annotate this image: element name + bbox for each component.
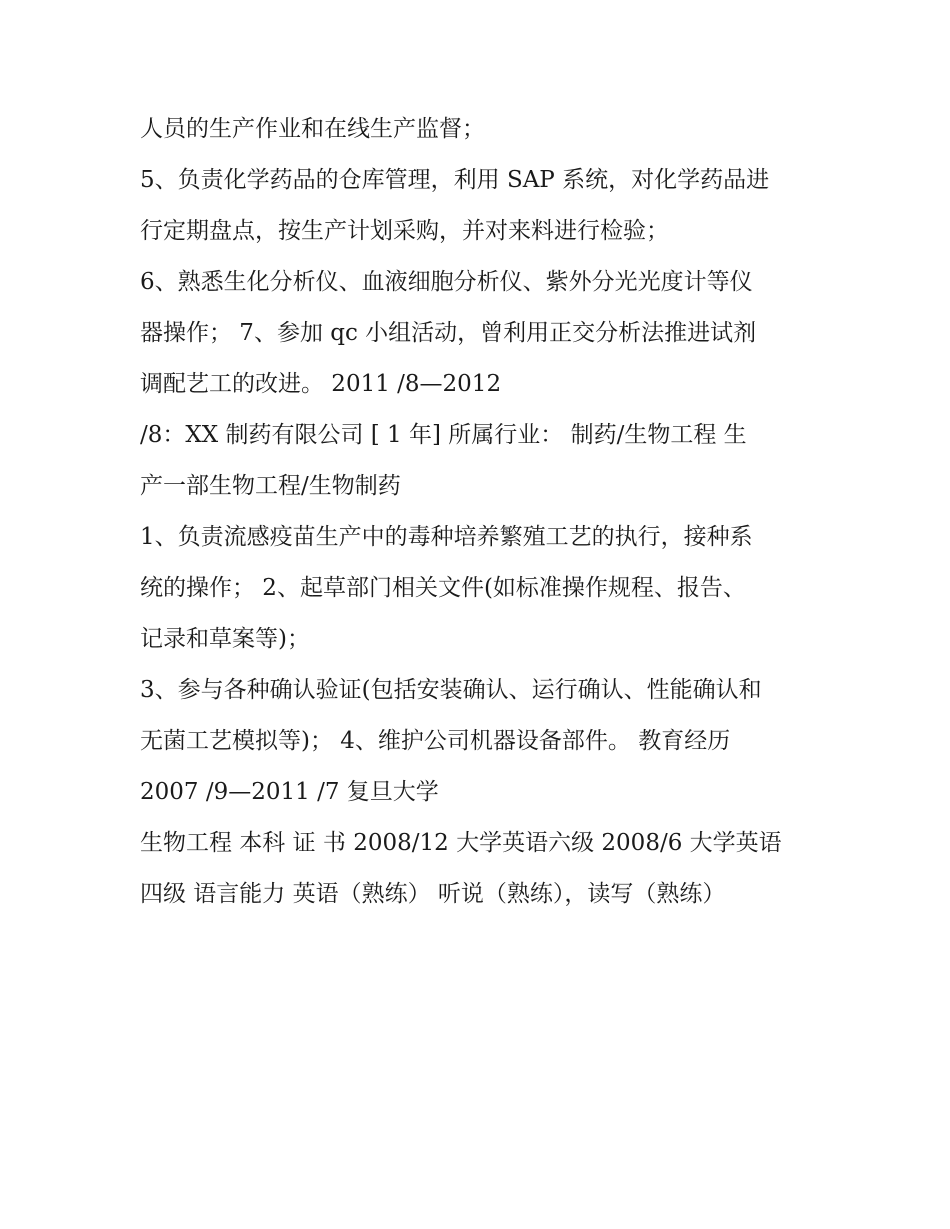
text-line: /8：XX 制药有限公司 [ 1 年] 所属行业： 制药/生物工程 生: [140, 422, 747, 448]
text-line: 器操作； 7、参加 qc 小组活动，曾利用正交分析法推进试剂: [140, 320, 757, 346]
text-line: 3、参与各种确认验证(包括安装确认、运行确认、性能确认和: [140, 677, 762, 703]
text-line: 四级 语言能力 英语（熟练） 听说（熟练），读写（熟练）: [140, 881, 726, 907]
text-line: 人员的生产作业和在线生产监督；: [140, 116, 485, 142]
text-line: 调配艺工的改进。 2011 /8—2012: [140, 371, 502, 397]
text-line: 2007 /9—2011 /7 复旦大学: [140, 779, 439, 805]
resume-text-block: [140, 104, 830, 920]
text-line: 统的操作； 2、起草部门相关文件(如标准操作规程、报告、: [140, 575, 746, 601]
text-line: 5、负责化学药品的仓库管理，利用 SAP 系统，对化学药品进: [140, 167, 770, 193]
text-line: 无菌工艺模拟等)； 4、维护公司机器设备部件。 教育经历: [140, 728, 731, 754]
text-line: 1、负责流感疫苗生产中的毒种培养繁殖工艺的执行，接种系: [140, 524, 753, 550]
text-line: 行定期盘点，按生产计划采购，并对来料进行检验；: [140, 218, 669, 244]
text-line: 记录和草案等)；: [140, 626, 310, 652]
text-line: 6、熟悉生化分析仪、血液细胞分析仪、紫外分光光度计等仪: [140, 269, 753, 295]
text-line: 产一部生物工程/生物制药: [140, 473, 401, 499]
text-line: 生物工程 本科 证 书 2008/12 大学英语六级 2008/6 大学英语: [140, 830, 782, 856]
